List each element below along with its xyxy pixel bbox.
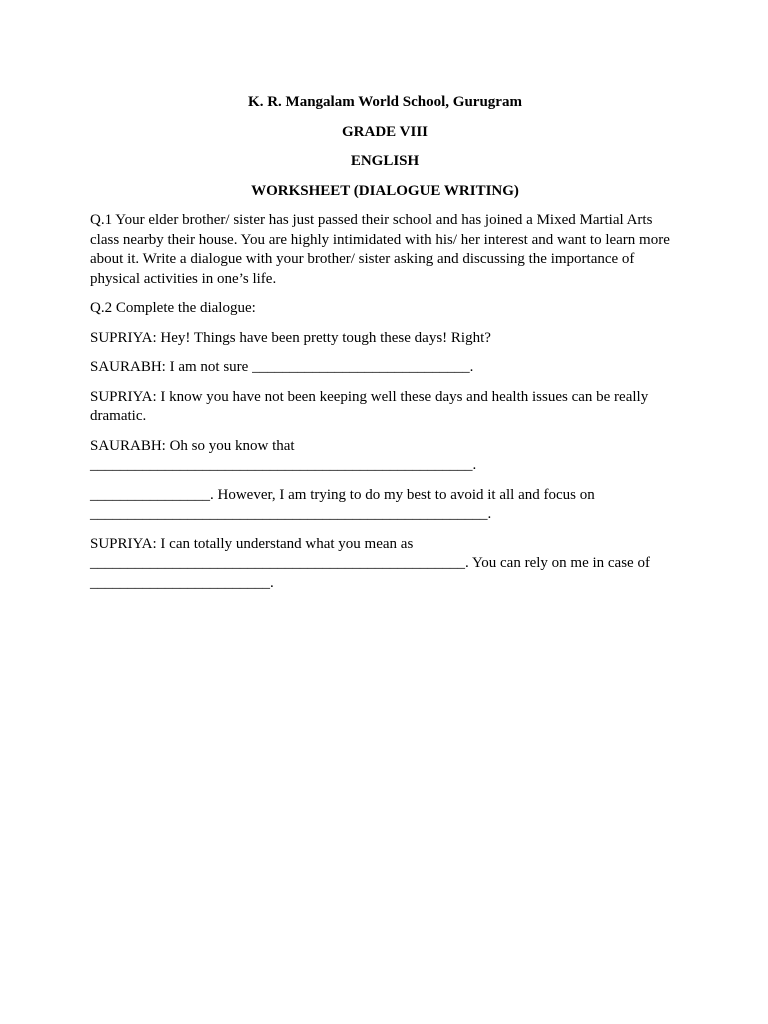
worksheet-page	[90, 93, 680, 603]
dialogue-line-supriya-1: SUPRIYA: Hey! Things have been pretty tough these days! Right?	[90, 329, 491, 346]
dialogue-line-supriya-3: SUPRIYA: I can totally understand what you mean as __________________________________________________. You can rely on me in case of ________________________.	[90, 535, 650, 591]
question-2: Q.2 Complete the dialogue:	[90, 300, 256, 316]
dialogue-line-saurabh-1: SAURABH: I am not sure _____________________________.	[90, 359, 474, 375]
worksheet-title: WORKSHEET (DIALOGUE WRITING)	[251, 182, 519, 199]
question-1: Q.1 Your elder brother/ sister has just passed their school and has joined a Mixed Martial Arts class nearby their house. You are highly intimidated with his/ her interest and want to learn more about it. Write a dialogue with your brother/ sister asking and discussing the importance of physical activities in one’s life.	[90, 212, 670, 287]
dialogue-line-saurabh-2: SAURABH: Oh so you know that ___________________________________________________.	[90, 437, 477, 473]
dialogue-line-saurabh-2-continued: ________________. However, I am trying to do my best to avoid it all and focus on _____________________________________________________.	[90, 486, 595, 522]
grade-label: GRADE VIII	[342, 123, 428, 140]
school-name: K. R. Mangalam World School, Gurugram	[248, 94, 522, 110]
subject-label: ENGLISH	[350, 153, 420, 169]
dialogue-line-supriya-2: SUPRIYA: I know you have not been keeping well these days and health issues can be really dramatic.	[90, 388, 649, 424]
